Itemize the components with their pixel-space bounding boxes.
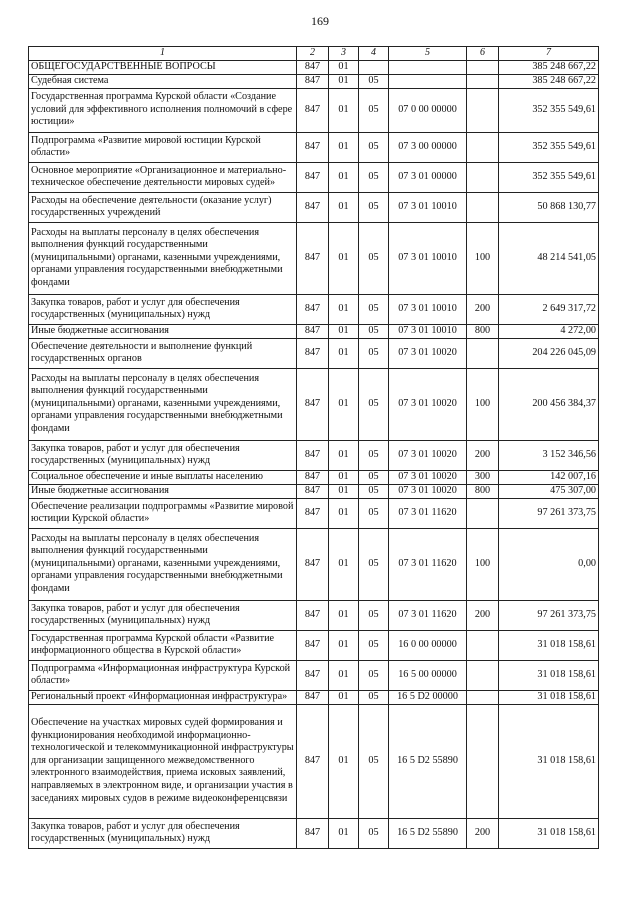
target-article-code: 07 3 00 00000 [389,132,467,162]
section-code: 01 [329,600,359,630]
target-article-code: 07 3 01 11620 [389,498,467,528]
ministry-code: 847 [297,690,329,704]
subsection-code: 05 [359,192,389,222]
table-row [29,498,599,528]
budget-table [28,46,599,849]
subsection-code: 05 [359,74,389,88]
row-name: Основное мероприятие «Организационное и материально-техническое обеспечение деятельности мировых судей» [29,162,297,192]
target-article-code: 07 3 01 10020 [389,484,467,498]
header-row [29,47,599,61]
ministry-code: 847 [297,440,329,470]
amount-value: 0,00 [499,528,599,600]
target-article-code: 07 3 01 10020 [389,368,467,440]
column-header: 5 [389,47,467,61]
amount-value: 4 272,00 [499,324,599,338]
section-code: 01 [329,368,359,440]
amount-value: 48 214 541,05 [499,222,599,294]
amount-value: 352 355 549,61 [499,162,599,192]
expense-type-code: 800 [467,324,499,338]
table-row [29,88,599,132]
expense-type-code [467,192,499,222]
expense-type-code [467,88,499,132]
expense-type-code [467,162,499,192]
subsection-code: 05 [359,484,389,498]
target-article-code: 16 5 D2 00000 [389,690,467,704]
amount-value: 385 248 667,22 [499,60,599,74]
table-row [29,294,599,324]
section-code: 01 [329,630,359,660]
row-name: Подпрограмма «Информационная инфраструктура Курской области» [29,660,297,690]
ministry-code: 847 [297,704,329,818]
expense-type-code: 200 [467,294,499,324]
subsection-code: 05 [359,498,389,528]
ministry-code: 847 [297,88,329,132]
ministry-code: 847 [297,600,329,630]
target-article-code: 16 5 D2 55890 [389,704,467,818]
ministry-code: 847 [297,630,329,660]
row-name: Расходы на выплаты персоналу в целях обеспечения выполнения функций государственными (муниципальными) органами, казенными учреждениями, органами управления государственными внебюджетными фондами [29,222,297,294]
table-row [29,470,599,484]
ministry-code: 847 [297,162,329,192]
table-row [29,690,599,704]
subsection-code [359,60,389,74]
section-code: 01 [329,498,359,528]
ministry-code: 847 [297,484,329,498]
ministry-code: 847 [297,528,329,600]
section-code: 01 [329,484,359,498]
target-article-code: 16 5 D2 55890 [389,818,467,848]
section-code: 01 [329,470,359,484]
expense-type-code [467,338,499,368]
row-name: Расходы на выплаты персоналу в целях обеспечения выполнения функций государственными (муниципальными) органами, казенными учреждениями, органами управления государственными внебюджетными фондами [29,368,297,440]
expense-type-code [467,74,499,88]
table-row [29,600,599,630]
row-name: Подпрограмма «Развитие мировой юстиции Курской области» [29,132,297,162]
table-row [29,192,599,222]
page-number: 169 [311,14,329,28]
target-article-code: 07 3 01 10020 [389,470,467,484]
table-row [29,818,599,848]
ministry-code: 847 [297,74,329,88]
expense-type-code [467,704,499,818]
table-row [29,528,599,600]
amount-value: 204 226 045,09 [499,338,599,368]
target-article-code: 16 5 00 00000 [389,660,467,690]
row-name: Региональный проект «Информационная инфраструктура» [29,690,297,704]
amount-value: 97 261 373,75 [499,498,599,528]
table-row [29,132,599,162]
expense-type-code: 300 [467,470,499,484]
amount-value: 200 456 384,37 [499,368,599,440]
row-name: Расходы на выплаты персоналу в целях обеспечения выполнения функций государственными (муниципальными) органами, казенными учреждениями, органами управления государственными внебюджетными фондами [29,528,297,600]
section-code: 01 [329,690,359,704]
target-article-code: 07 3 01 10010 [389,294,467,324]
section-code: 01 [329,324,359,338]
ministry-code: 847 [297,60,329,74]
row-name: Судебная система [29,74,297,88]
ministry-code: 847 [297,192,329,222]
section-code: 01 [329,440,359,470]
subsection-code: 05 [359,600,389,630]
table-row [29,338,599,368]
expense-type-code [467,60,499,74]
subsection-code: 05 [359,704,389,818]
row-name: Государственная программа Курской области «Развитие информационного общества в Курской области» [29,630,297,660]
section-code: 01 [329,192,359,222]
ministry-code: 847 [297,338,329,368]
subsection-code: 05 [359,440,389,470]
target-article-code: 07 3 01 10010 [389,222,467,294]
section-code: 01 [329,88,359,132]
subsection-code: 05 [359,222,389,294]
expense-type-code: 200 [467,440,499,470]
target-article-code: 07 3 01 10020 [389,338,467,368]
ministry-code: 847 [297,660,329,690]
row-name: Иные бюджетные ассигнования [29,484,297,498]
section-code: 01 [329,74,359,88]
target-article-code [389,60,467,74]
subsection-code: 05 [359,88,389,132]
section-code: 01 [329,222,359,294]
row-name: Обеспечение на участках мировых судей формирования и функционирования необходимой информационно-технологической и телекоммуникационной инфраструктуры для организации защищенного межведомственного электронного взаимодействия, приема исковых заявлений, направляемых в электронном виде, и организации участия в заседаниях мировых судов в режиме видеоконференцсвязи [29,704,297,818]
table-row [29,74,599,88]
table-row [29,324,599,338]
expense-type-code [467,630,499,660]
row-name: Обеспечение реализации подпрограммы «Развитие мировой юстиции Курской области» [29,498,297,528]
expense-type-code [467,498,499,528]
subsection-code: 05 [359,132,389,162]
subsection-code: 05 [359,660,389,690]
section-code: 01 [329,660,359,690]
target-article-code: 07 3 01 10020 [389,440,467,470]
column-header: 2 [297,47,329,61]
row-name: Иные бюджетные ассигнования [29,324,297,338]
expense-type-code: 100 [467,368,499,440]
section-code: 01 [329,338,359,368]
section-code: 01 [329,528,359,600]
ministry-code: 847 [297,498,329,528]
column-header: 4 [359,47,389,61]
table-row [29,60,599,74]
target-article-code: 07 3 01 10010 [389,324,467,338]
subsection-code: 05 [359,162,389,192]
expense-type-code: 200 [467,818,499,848]
amount-value: 385 248 667,22 [499,74,599,88]
section-code: 01 [329,704,359,818]
row-name: ОБЩЕГОСУДАРСТВЕННЫЕ ВОПРОСЫ [29,60,297,74]
section-code: 01 [329,60,359,74]
section-code: 01 [329,294,359,324]
column-header: 7 [499,47,599,61]
ministry-code: 847 [297,368,329,440]
expense-type-code: 100 [467,222,499,294]
column-header: 1 [29,47,297,61]
column-header: 3 [329,47,359,61]
row-name: Социальное обеспечение и иные выплаты населению [29,470,297,484]
target-article-code: 07 3 01 00000 [389,162,467,192]
ministry-code: 847 [297,132,329,162]
amount-value: 2 649 317,72 [499,294,599,324]
expense-type-code [467,660,499,690]
section-code: 01 [329,162,359,192]
ministry-code: 847 [297,470,329,484]
amount-value: 50 868 130,77 [499,192,599,222]
expense-type-code: 800 [467,484,499,498]
target-article-code: 16 0 00 00000 [389,630,467,660]
subsection-code: 05 [359,294,389,324]
row-name: Закупка товаров, работ и услуг для обеспечения государственных (муниципальных) нужд [29,294,297,324]
amount-value: 31 018 158,61 [499,818,599,848]
target-article-code: 07 3 01 11620 [389,600,467,630]
row-name: Закупка товаров, работ и услуг для обеспечения государственных (муниципальных) нужд [29,818,297,848]
target-article-code: 07 3 01 10010 [389,192,467,222]
column-header: 6 [467,47,499,61]
amount-value: 31 018 158,61 [499,704,599,818]
target-article-code: 07 0 00 00000 [389,88,467,132]
row-name: Государственная программа Курской области «Создание условий для эффективного исполнения полномочий в сфере юстиции» [29,88,297,132]
table-row [29,660,599,690]
subsection-code: 05 [359,324,389,338]
amount-value: 31 018 158,61 [499,660,599,690]
target-article-code [389,74,467,88]
ministry-code: 847 [297,818,329,848]
expense-type-code [467,132,499,162]
table-row [29,440,599,470]
table-row [29,368,599,440]
ministry-code: 847 [297,222,329,294]
subsection-code: 05 [359,338,389,368]
table-row [29,222,599,294]
amount-value: 31 018 158,61 [499,690,599,704]
subsection-code: 05 [359,818,389,848]
row-name: Закупка товаров, работ и услуг для обеспечения государственных (муниципальных) нужд [29,440,297,470]
ministry-code: 847 [297,294,329,324]
expense-type-code: 200 [467,600,499,630]
row-name: Закупка товаров, работ и услуг для обеспечения государственных (муниципальных) нужд [29,600,297,630]
subsection-code: 05 [359,690,389,704]
table-row [29,630,599,660]
amount-value: 352 355 549,61 [499,132,599,162]
target-article-code: 07 3 01 11620 [389,528,467,600]
amount-value: 352 355 549,61 [499,88,599,132]
section-code: 01 [329,818,359,848]
amount-value: 3 152 346,56 [499,440,599,470]
subsection-code: 05 [359,368,389,440]
row-name: Расходы на обеспечение деятельности (оказание услуг) государственных учреждений [29,192,297,222]
table-row [29,162,599,192]
expense-type-code [467,690,499,704]
expense-type-code: 100 [467,528,499,600]
table-row [29,704,599,818]
amount-value: 475 307,00 [499,484,599,498]
ministry-code: 847 [297,324,329,338]
subsection-code: 05 [359,470,389,484]
subsection-code: 05 [359,528,389,600]
section-code: 01 [329,132,359,162]
row-name: Обеспечение деятельности и выполнение функций государственных органов [29,338,297,368]
amount-value: 31 018 158,61 [499,630,599,660]
amount-value: 97 261 373,75 [499,600,599,630]
amount-value: 142 007,16 [499,470,599,484]
table-row [29,484,599,498]
subsection-code: 05 [359,630,389,660]
